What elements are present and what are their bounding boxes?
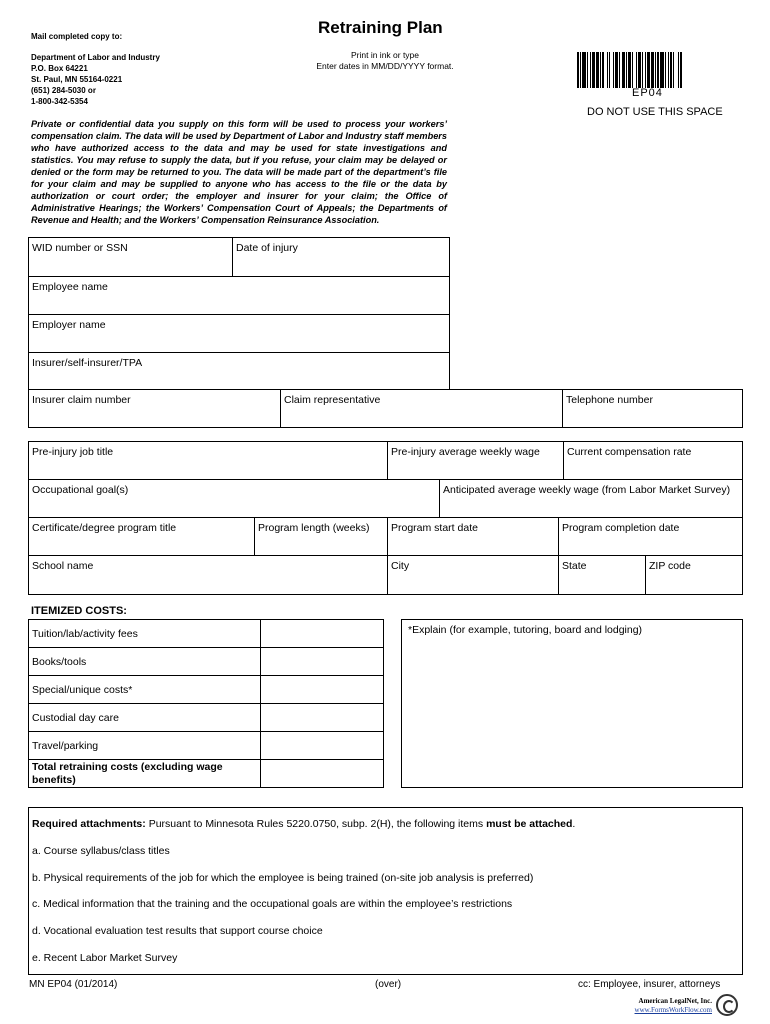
program-title-label: Certificate/degree program title [32,522,177,534]
telephone-label: Telephone number [566,394,653,406]
over-label: (over) [375,979,402,990]
program-length-field[interactable] [254,517,388,556]
instructions [300,50,470,72]
address-block [31,52,160,107]
address-line: P.O. Box 64221 [31,64,88,73]
current-comp-rate-field[interactable] [563,441,743,480]
explain-field[interactable] [401,619,743,788]
attachment-item: b. Physical requirements of the job for which the employee is being trained (on-site job analysis is preferred) [32,872,534,884]
insurer-field[interactable] [28,352,450,390]
occupational-goal-label: Occupational goal(s) [32,484,129,496]
program-completion-label: Program completion date [562,522,680,534]
zip-field[interactable] [645,555,743,595]
claim-rep-label: Claim representative [284,394,381,406]
program-completion-field[interactable] [558,517,743,556]
insurer-label: Insurer/self-insurer/TPA [32,357,143,369]
current-comp-rate-label: Current compensation rate [567,446,692,458]
employee-name-field[interactable] [28,276,450,315]
vendor-block [618,997,712,1015]
program-title-field[interactable] [28,517,255,556]
pre-injury-job-label: Pre-injury job title [32,446,114,458]
program-start-field[interactable] [387,517,559,556]
telephone-field[interactable] [562,389,743,428]
cost-amount-input[interactable] [260,675,384,704]
cost-amount-input[interactable] [260,647,384,676]
total-label-cell [28,759,261,788]
attachments-box [28,807,743,975]
cc-label: cc: Employee, insurer, attorneys [578,979,721,990]
wid-field[interactable] [28,237,233,277]
insurer-claim-number-label: Insurer claim number [32,394,131,406]
school-name-field[interactable] [28,555,388,595]
insurer-claim-number-field[interactable] [28,389,281,428]
address-line: 1-800-342-5354 [31,97,88,106]
attachment-item: d. Vocational evaluation test results that support course choice [32,925,323,937]
anticipated-wage-field[interactable] [439,479,743,518]
attachment-item: c. Medical information that the training and the occupational goals are within the employee’s restrictions [32,898,513,910]
barcode [577,52,737,88]
instruction-line: Print in ink or type [350,50,420,60]
school-name-label: School name [32,560,94,572]
form-code: EP04 [632,87,663,99]
vendor-logo-icon [716,994,738,1016]
employer-name-label: Employer name [32,319,106,331]
date-of-injury-label: Date of injury [236,242,298,254]
cost-item-label: Tuition/lab/activity fees [32,628,138,640]
state-label: State [562,560,587,572]
explain-label: *Explain (for example, tutoring, board and lodging) [408,624,643,636]
attachment-item: a. Course syllabus/class titles [32,845,170,857]
cost-amount-input[interactable] [260,619,384,648]
address-line: St. Paul, MN 55164-0221 [31,75,123,84]
city-field[interactable] [387,555,559,595]
privacy-notice: Private or confidential data you supply on this form will be used to process your workers’ compensation claim. The data will be used by Department of Labor and Industry staff members who have authorized access to the data and may be used for state investigations and statistics. You may refuse to supply the data, but if you refuse, your claim may be delayed or denied or the form may be returned to you. The data will be made part of the department’s file for your claim and may be supplied to anyone who has access to the file or the data by authorization or court order; the employer and insurer for your claim; the Office of Administrative Hearings; the Workers’ Compensation Court of Appeals; the Departments of Revenue and Health; and the Workers’ Compensation Reinsurance Association. [31,119,447,225]
cost-item-label: Books/tools [32,656,87,668]
state-field[interactable] [558,555,646,595]
employee-name-label: Employee name [32,281,108,293]
city-label: City [391,560,410,572]
program-start-label: Program start date [391,522,478,534]
vendor-name: American LegalNet, Inc. [638,997,712,1005]
itemized-costs-heading: ITEMIZED COSTS: [31,605,127,617]
address-line: (651) 284-5030 or [31,86,96,95]
cost-label-cell [28,731,261,760]
attachments-intro [32,818,575,831]
claim-rep-field[interactable] [280,389,563,428]
zip-label: ZIP code [649,560,691,572]
pre-injury-job-field[interactable] [28,441,388,480]
page-title: Retraining Plan [318,18,443,37]
attachments-intro-text: Pursuant to Minnesota Rules 5220.0750, subp. 2(H), the following items [145,818,487,830]
barcode-bar [682,52,683,88]
employer-name-field[interactable] [28,314,450,353]
wid-label: WID number or SSN [32,242,128,254]
cost-label-cell [28,619,261,648]
total-costs-label: Total retraining costs (excluding wage benefits) [32,761,223,786]
address-line: Department of Labor and Industry [31,53,160,62]
cost-label-cell [28,647,261,676]
attachments-heading: Required attachments: [32,818,146,830]
pre-injury-wage-field[interactable] [387,441,564,480]
cost-amount-input[interactable] [260,731,384,760]
cost-amount-input[interactable] [260,703,384,732]
program-length-label: Program length (weeks) [258,522,370,534]
attachments-end: . [572,818,576,830]
mail-to-label: Mail completed copy to: [31,32,123,41]
occupational-goal-field[interactable] [28,479,440,518]
do-not-use-label: DO NOT USE THIS SPACE [587,106,723,118]
date-of-injury-field[interactable] [232,237,450,277]
anticipated-wage-label: Anticipated average weekly wage (from Labor Market Survey) [443,484,731,496]
pre-injury-wage-label: Pre-injury average weekly wage [391,446,540,458]
form-id: MN EP04 (01/2014) [29,979,118,990]
cost-item-label: Custodial day care [32,712,119,724]
vendor-url[interactable]: www.FormsWorkFlow.com [634,1006,712,1014]
instruction-line: Enter dates in MM/DD/YYYY format. [316,61,454,71]
total-amount-input[interactable] [260,759,384,788]
cost-item-label: Travel/parking [32,740,99,752]
cost-item-label: Special/unique costs* [32,684,133,696]
cost-label-cell [28,675,261,704]
attachment-item: e. Recent Labor Market Survey [32,952,178,964]
cost-label-cell [28,703,261,732]
attachments-must: must be attached [486,818,573,830]
